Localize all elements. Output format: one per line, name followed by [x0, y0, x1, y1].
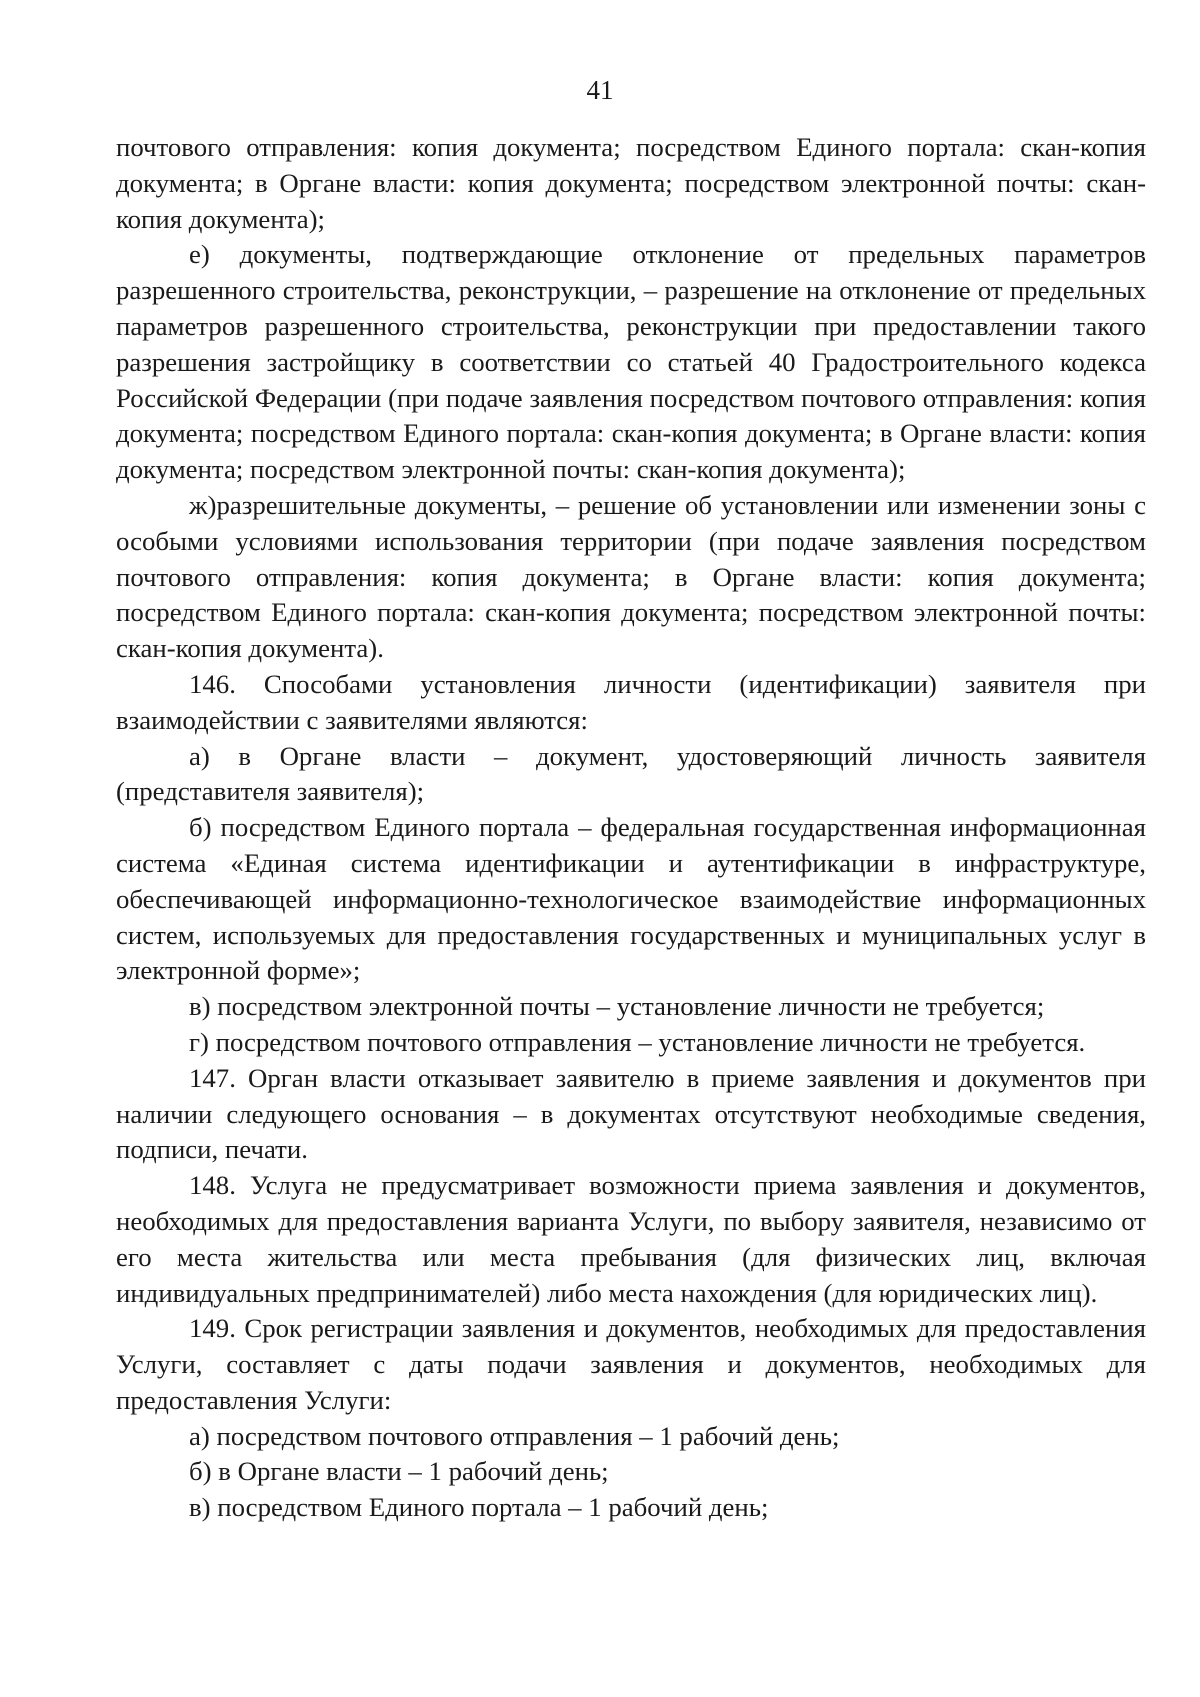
paragraph-clause-149-v: в) посредством Единого портала – 1 рабочий день; [189, 1492, 769, 1523]
paragraph-clause-146: 146. Способами установления личности (идентификации) заявителя при взаимодействии с заявителями являются: [116, 668, 1146, 735]
paragraph-clause-146-b: б) посредством Единого портала – федеральная государственная информационная система «Единая система идентификации и аутентификации в инфраструктуре, обеспечивающей информационно-технологическое взаимодействие информационных систем, используемых для предоставления государственных и муниципальных услуг в электронной форме»; [116, 812, 1146, 986]
paragraph-clause-147: 147. Орган власти отказывает заявителю в приеме заявления и документов при наличии следующего основания – в документах отсутствуют необходимые сведения, подписи, печати. [116, 1062, 1146, 1165]
paragraph-continuation: почтового отправления: копия документа; посредством Единого портала: скан-копия документа; в Органе власти: копия документа; посредством электронной почты: скан-копия документа); [116, 132, 1146, 234]
paragraph-item-e: е) документы, подтверждающие отклонение от предельных параметров разрешенного строительства, реконструкции, – разрешение на отклонение от предельных параметров разрешенного строительства, реконструкции при предоставлении такого разрешения застройщику в соответствии со статьей 40 Градостроительного кодекса Российской Федерации (при подаче заявления посредством почтового отправления: копия документа; посредством Единого портала: скан-копия документа; в Органе власти: копия документа; посредством электронной почты: скан-копия документа); [116, 239, 1146, 485]
paragraph-clause-146-a: а) в Органе власти – документ, удостоверяющий личность заявителя (представителя заявителя); [116, 740, 1146, 807]
paragraph-clause-149: 149. Срок регистрации заявления и документов, необходимых для предоставления Услуги, составляет с даты подачи заявления и документов, необходимых для предоставления Услуги: [116, 1313, 1146, 1415]
paragraph-item-zh: ж)разрешительные документы, – решение об установлении или изменении зоны с особыми условиями использования территории (при подаче заявления посредством почтового отправления: копия документа; в Органе власти: копия документа; посредством Единого портала: скан-копия документа; посредством электронной почты: скан-копия документа). [116, 489, 1146, 664]
paragraph-clause-149-a: а) посредством почтового отправления – 1 рабочий день; [189, 1420, 840, 1451]
paragraph-clause-146-v: в) посредством электронной почты – установление личности не требуется; [189, 991, 1045, 1022]
page-number: 41 [586, 75, 614, 105]
paragraph-clause-149-b: б) в Органе власти – 1 рабочий день; [189, 1456, 609, 1487]
paragraph-clause-148: 148. Услуга не предусматривает возможности приема заявления и документов, необходимых для предоставления варианта Услуги, по выбору заявителя, независимо от его места жительства или места пребывания (для физических лиц, включая индивидуальных предпринимателей) либо места нахождения (для юридических лиц). [116, 1170, 1146, 1308]
paragraph-clause-146-g: г) посредством почтового отправления – установление личности не требуется. [189, 1026, 1086, 1057]
document-body [116, 130, 1146, 1526]
